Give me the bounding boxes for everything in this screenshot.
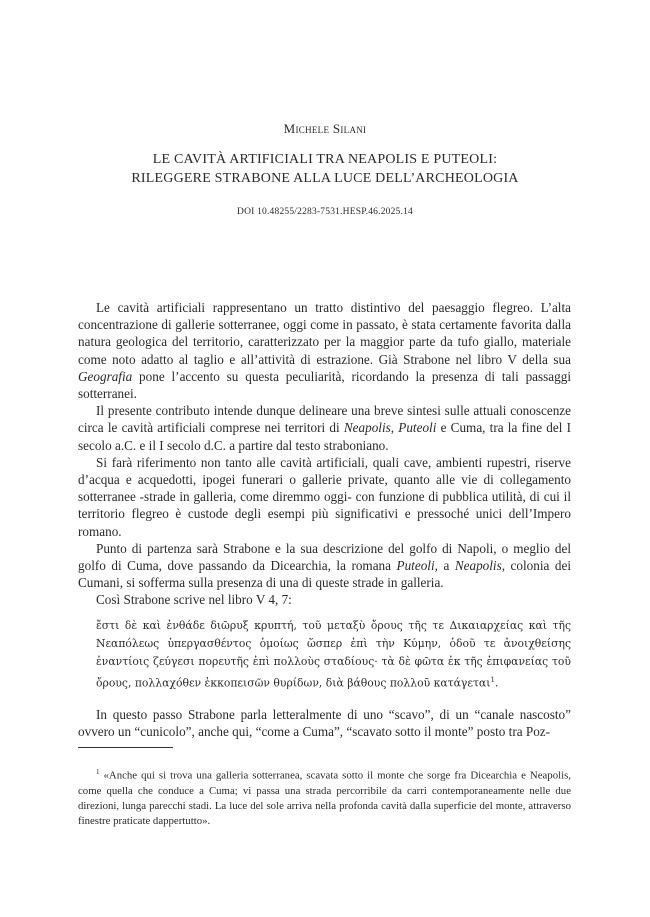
puteoli-italic: Puteoli <box>398 420 437 436</box>
title-line-1: LE CAVITÀ ARTIFICIALI TRA NEAPOLIS E PUTEOLI: <box>152 152 498 167</box>
paragraph-2 <box>78 402 571 454</box>
title-line-2: RILEGGERE STRABONE ALLA LUCE DELL’ARCHEOLOGIA <box>131 171 519 186</box>
footnote-divider <box>78 747 173 748</box>
paragraph-4 <box>78 540 571 592</box>
paragraph-4-text-a: Punto di partenza sarà Strabone e la sua descrizione del golfo di Napoli, o meglio del golfo di Cuma, dove passando da Dicearchia, la romana <box>78 540 571 574</box>
greek-quotation-text: ἔστι δὲ καὶ ἐνθάδε διῶρυξ κρυπτή, τοῦ μεταξὺ ὄρους τῆς τε Δικαιαρχείας καὶ τῆς Νεαπόλεως ὑπεργασθέντος ὁμοίως ὥσπερ ἐπὶ τὴν Κύμην, ὁδοῦ τε ἀνοιχθείσης ἐναντίοις ζεύγεσι πορευτῆς ἐπὶ πολλοὺς σταδίους· τὰ δὲ φῶτα ἐκ τῆς ἐπιφανείας τοῦ ὄρους, πολλαχόθεν ἐκκοπεισῶν θυρίδων, διὰ βάθους πολλοῦ κατάγεται <box>96 618 571 690</box>
paragraph-4-text-b: a <box>437 558 455 574</box>
footnote <box>78 765 571 829</box>
footnote-number: 1 <box>96 768 100 776</box>
paragraph-1 <box>78 299 571 402</box>
paragraph-2-text-b: , <box>390 420 399 436</box>
paragraph-5: Così Strabone scrive nel libro V 4, 7: <box>96 592 292 608</box>
puteoli-italic-2: Puteoli, <box>396 558 438 574</box>
geografia-italic: Geografia <box>78 368 133 384</box>
footnote-reference[interactable]: 1 <box>490 675 495 684</box>
article-title <box>0 150 650 188</box>
greek-quotation: ἔστι δὲ καὶ ἐνθάδε διῶρυξ κρυπτή, τοῦ μεταξὺ ὄρους τῆς τε Δικαιαρχείας καὶ τῆς Νεαπόλεως ὑπεργασθέντος ὁμοίως ὥσπερ ἐπὶ τὴν Κύμην, ὁδοῦ τε ἀνοιχθείσης ἐναντίοις ζεύγεσι πορευτῆς ἐπὶ πολλοὺς σταδίους· τὰ δὲ φῶτα ἐκ τῆς ἐπιφανείας τοῦ ὄρους, πολλαχόθεν ἐκκοπεισῶν θυρίδων, διὰ βάθους πολλοῦ κατάγεται$^1$. <box>96 618 571 690</box>
doi-line: DOI 10.48255/2283-7531.HESP.46.2025.14 <box>237 207 413 217</box>
paragraph-3: Si farà riferimento non tanto alle cavità artificiali, quali cave, ambienti rupestri, riserve d’acqua e acquedotti, ipogei funerari o gallerie private, quanto alle vie di collegamento sotterranee -strade in galleria, come diremmo oggi- con funzione di pubblica utilità, di cui il territorio flegreo è custode degli esempi più significativi e pressoché unici dell’Impero romano. <box>78 454 571 539</box>
paragraph-4-text-c: colonia dei Cumani, si sofferma sulla presenza di una di queste strade in galleria. <box>78 558 571 591</box>
paragraph-6: In questo passo Strabone parla letteralmente di uno “scavo”, di un “canale nascosto” ovvero un “cunicolo”, anche qui, “come a Cuma”, “scavato sotto il monte” posto tra Poz- <box>78 707 571 740</box>
paragraph-2-text-a: Il presente contributo intende dunque delineare una breve sintesi sulle attuali conoscenze circa le cavità artificiali comprese nei territori di <box>78 403 571 436</box>
author-name: Michele Silani <box>283 121 367 136</box>
paragraph-1-text-b: pone l’accento su questa peculiarità, ricordando la presenza di tali passaggi sotterranei. <box>78 368 571 402</box>
paragraph-2-text-c: e Cuma, tra la fine del I secolo a.C. e il I secolo d.C. a partire dal testo straboniano. <box>78 420 571 453</box>
paragraph-1-text-a: Le cavità artificiali rappresentano un tratto distintivo del paesaggio flegreo. L’alta concentrazione di gallerie sotterranee, oggi come in passato, è stata certamente favorita dalla natura geologica del territorio, caratterizzato per la maggior parte da tufo giallo, materiale come noto adatto al taglio e all’attività di estrazione. Già Strabone nel libro V della sua <box>78 300 571 367</box>
body-text <box>78 299 571 741</box>
footnote-text: «Anche qui si trova una galleria sotterranea, scavata sotto il monte che sorge fra Dicearchia e Neapolis, come quella che conduce a Cuma; vi passa una strada percorribile da carri contemporaneamente nelle due direzioni, lunga parecchi stadi. La luce del sole arriva nella profonda cavità dalla superficie del monte, attraverso finestre praticate dappertutto». <box>78 769 571 827</box>
neapolis-italic-2: Neapolis, <box>454 558 506 574</box>
neapolis-italic: Neapolis <box>343 420 391 436</box>
